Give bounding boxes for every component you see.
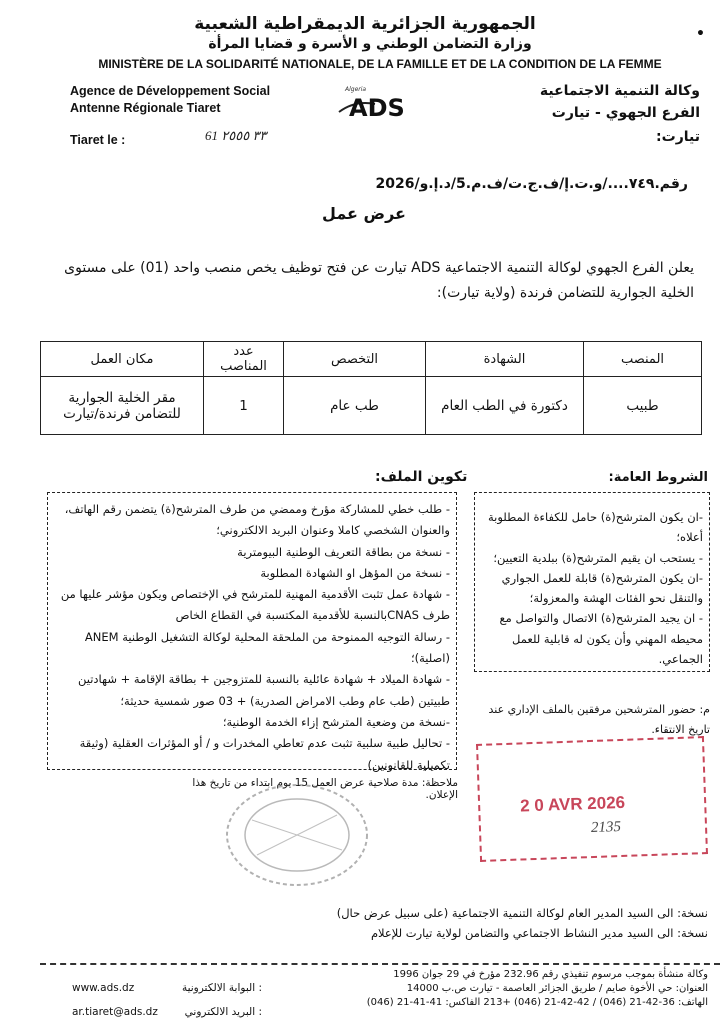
document-title: عرض عمل (322, 204, 406, 223)
footer-line: وكالة منشأة بموجب مرسوم تنفيذي رقم 232.96 مؤرخ في 29 جوان 1996 (393, 969, 708, 980)
validity-note: ملاحظة: مدة صلاحية عرض العمل 15 يوم ابتداء من تاريخ هذا الإعلان. (192, 777, 458, 801)
agency-ar-line2: الفرع الجهوي - تيارت (551, 105, 700, 121)
website-link[interactable]: www.ads.dz (72, 982, 135, 994)
cell-position: طبيب (584, 377, 702, 435)
website-label: : البوابة الالكترونية (181, 982, 262, 994)
agency-fr-line1: Agence de Développement Social (70, 84, 271, 98)
list-item: - ان يجيد المترشح(ة) الاتصال والتواصل مع محيطه المهني وأن يكون له قابلية للعمل الجماعي. (499, 611, 703, 667)
agency-name-ar (540, 80, 700, 124)
stamp-date: 2 0 AVR 2026 (519, 792, 626, 816)
corner-mark: • (696, 26, 705, 42)
table-row (41, 377, 702, 435)
stamp-signature: 2135 (590, 819, 622, 837)
cell-count: 1 (204, 377, 284, 435)
col-header-degree: الشهادة (426, 342, 584, 377)
copy-line: نسخة: الى السيد المدير العام لوكالة التنمية الاجتماعية (على سبيل عرض حال) (336, 906, 708, 920)
logo-small-text: Algeria (345, 86, 367, 93)
date-label-ar: تيارت: (656, 129, 700, 145)
col-header-position: المنصب (584, 342, 702, 377)
email-label: : البريد الالكتروني (184, 1006, 262, 1018)
dossier-list (56, 499, 450, 776)
date-label-fr: Tiaret le : (70, 133, 126, 147)
list-item: - نسخة من بطاقة التعريف الوطنية البيومترية (237, 544, 450, 559)
footer-line: العنوان: حي الأخوة صايم / طريق الجزائر العاصمة - تيارت ص.ب 14000 (406, 983, 708, 994)
cell-workplace: مقر الخلية الجوارية للتضامن فرندة/تيارت (41, 377, 204, 435)
list-item: - شهادة عمل تثبت الأقدمية المهنية للمترشح في الإختصاص ويكون مؤشر عليها من طرف CNASبالنسبة للأقدمية المكتسبة في القطاع الخاص (60, 587, 450, 623)
logo-text: ADS (349, 94, 405, 122)
conditions-list (479, 507, 703, 669)
agency-name-fr (70, 83, 270, 117)
reference-number: رقم.٧٤٩..../و.ت.إ/ف.ج.ت/ف.م.5/د.إ.و/2026 (375, 176, 688, 192)
agency-fr-line2: Antenne Régionale Tiaret (70, 101, 221, 115)
footer-address-ar (238, 968, 708, 1010)
col-header-count: عدد المناصب (204, 342, 284, 377)
list-item: - شهادة الميلاد + شهادة عائلية بالنسبة للمتزوجين + بطاقة الإقامة + شهادتين طبيتين (طب عام وطب الامراض الصدرية) + 03 صور شمسية حديثة؛ (77, 672, 450, 708)
list-item: - تحاليل طبية سلبية تثبت عدم تعاطي المخدرات و / أو المؤثرات العقلية (وثيقة تكميلية للقانونين) (79, 736, 450, 772)
cell-degree: دكتورة في الطب العام (426, 377, 584, 435)
col-header-specialty: التخصص (284, 342, 426, 377)
cell-specialty: طب عام (284, 377, 426, 435)
dossier-box (47, 492, 457, 770)
conditions-title: الشروط العامة: (608, 470, 708, 485)
ministry-heading-fr: MINISTÈRE DE LA SOLIDARITÉ NATIONALE, DE LA FAMILLE ET DE LA CONDITION DE LA FEMME (98, 57, 662, 71)
col-header-workplace: مكان العمل (41, 342, 204, 377)
footer-line: الهاتف: 36-42-21 (046) / 42-42-21 (046) +213 الفاكس: 41-41-21 (046) (366, 997, 708, 1008)
date-value-handwritten: 61 ٣٣ ٢٥٥٥ (205, 128, 267, 143)
ads-logo (335, 82, 415, 124)
official-round-stamp (222, 780, 372, 890)
list-item: - يستحب ان يقيم المترشح(ة) ببلدية التعيين؛ (493, 550, 703, 565)
agency-ar-line1: وكالة التنمية الاجتماعية (539, 83, 700, 99)
footer-divider (40, 963, 720, 965)
job-offer-table (40, 341, 702, 435)
conditions-box (474, 492, 710, 672)
copy-line: نسخة: الى السيد مدير النشاط الاجتماعي والتضامن لولاية تيارت للإعلام (370, 926, 708, 940)
list-item: -ان يكون المترشح(ة) حامل للكفاءة المطلوبة أعلاه؛ (487, 510, 703, 545)
dossier-title: تكوين الملف: (375, 469, 468, 485)
footer-contact (72, 976, 262, 1024)
table-header-row (41, 342, 702, 377)
republic-heading-ar: الجمهورية الجزائرية الديمقراطية الشعبية (194, 14, 536, 34)
list-item: - طلب خطي للمشاركة مؤرخ وممضي من طرف المترشح(ة) يتضمن رقم الهاتف، والعنوان الشخصي كاملا وعنوان البريد الالكتروني؛ (64, 502, 450, 538)
ministry-heading-ar: وزارة التضامن الوطني و الأسرة و قضايا المرأة (208, 36, 532, 52)
list-item: - نسخة من المؤهل او الشهادة المطلوبة (260, 565, 450, 580)
list-item: -ان يكون المترشح(ة) قابلة للعمل الجواري والتنقل نحو الفئات الهشة والمعزولة؛ (501, 570, 703, 606)
email-link[interactable]: ar.tiaret@ads.dz (72, 1006, 158, 1018)
footer-email-row (72, 1000, 262, 1024)
copies-list (208, 903, 708, 943)
intro-paragraph: يعلن الفرع الجهوي لوكالة التنمية الاجتماعية ADS تيارت عن فتح توظيف يخص منصب واحد (01) على مستوى الخلية الجوارية للتضامن فرندة (ولاية تيارت): (64, 260, 694, 301)
list-item: -نسخة من وضعية المترشح إزاء الخدمة الوطنية؛ (222, 714, 450, 729)
selection-note: م: حضور المترشحين مرفقين بالملف الإداري عند تاريخ الانتقاء. (488, 703, 710, 736)
footer-web-row (72, 976, 262, 1000)
reception-date-stamp (476, 736, 708, 862)
list-item: - رسالة التوجيه الممنوحة من الملحقة المحلية لوكالة التشغيل الوطنية ANEM (اصلية)؛ (84, 629, 450, 666)
